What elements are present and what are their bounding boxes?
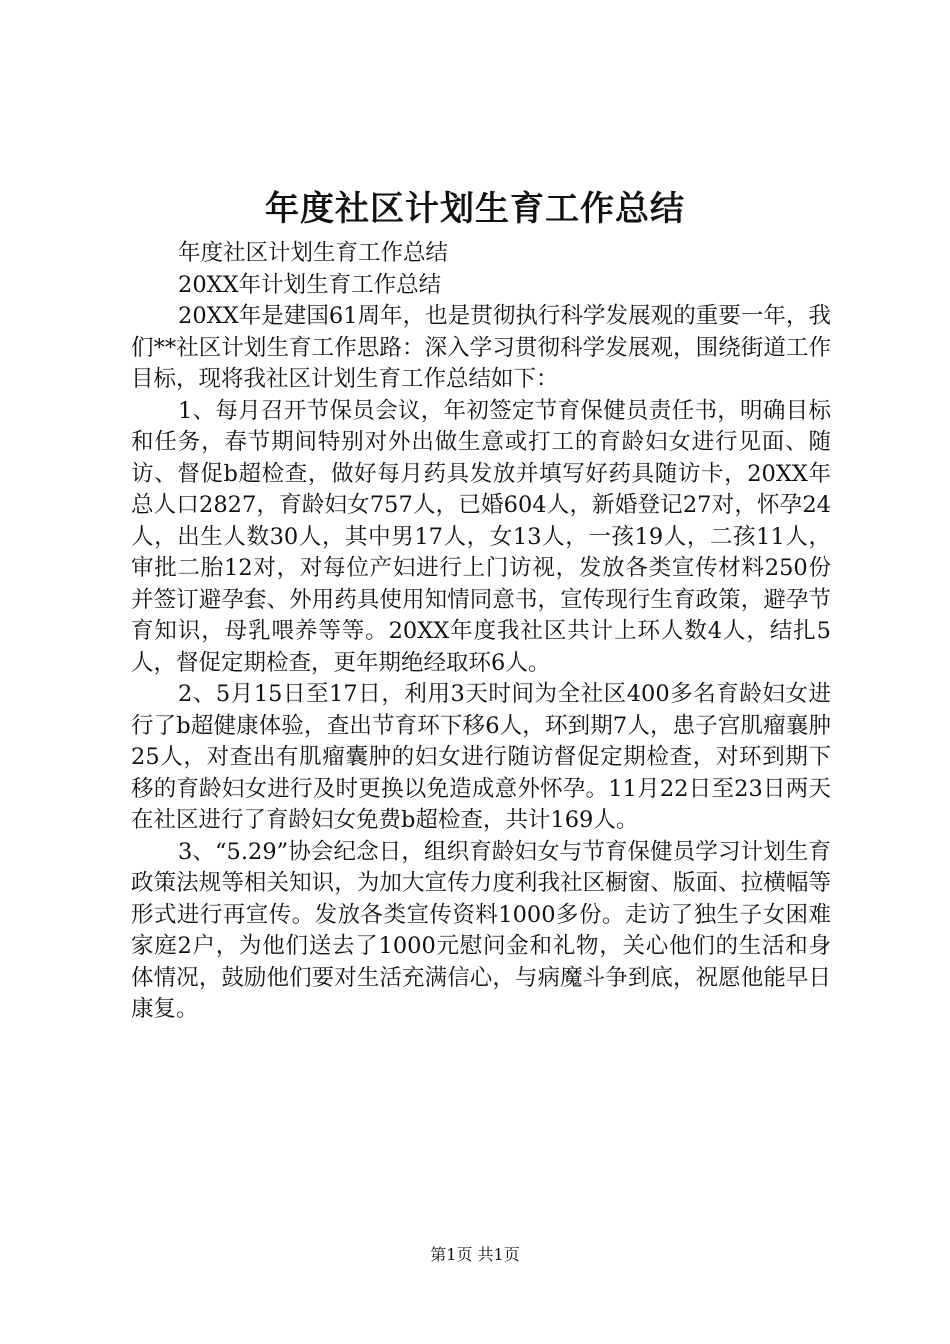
paragraph-item-1: 1、每月召开节保员会议，年初签定节育保健员责任书，明确目标和任务，春节期间特别对外出做生意或打工的育龄妇女进行见面、随访、督促b超检查，做好每月药具发放并填写好药具随访卡，20XX年总人口2827，育龄妇女757人，已婚604人，新婚登记27对，怀孕24人，出生人数30人，其中男17人，女13人，一孩19人，二孩11人，审批二胎12对，对每位产妇进行上门访视，发放各类宣传材料250份并签订避孕套、外用药具使用知情同意书，宣传现行生育政策，避孕节育知识，母乳喂养等等。20XX年度我社区共计上环人数4人，结扎5人，督促定期检查，更年期绝经取环6人。 — [131, 397, 831, 676]
paragraph-heading: 20XX年计划生育工作总结 — [178, 271, 442, 298]
paragraph-intro: 20XX年是建国61周年，也是贯彻执行科学发展观的重要一年，我们**社区计划生育工作思路：深入学习贯彻科学发展观，围绕街道工作目标，现将我社区计划生育工作总结如下： — [131, 303, 831, 392]
page-number-footer: 第1页 共1页 — [430, 1245, 520, 1264]
document-body — [131, 238, 831, 1026]
paragraph-item-3: 3、“5.29”协会纪念日，组织育龄妇女与节育保健员学习计划生育政策法规等相关知识，为加大宣传力度利我社区橱窗、版面、拉横幅等形式进行再宣传。发放各类宣传资料1000多份。走访了独生子女困难家庭2户，为他们送去了1000元慰问金和礼物，关心他们的生活和身体情况，鼓励他们要对生活充满信心，与病魔斗争到底，祝愿他能早日康复。 — [131, 838, 831, 1022]
paragraph-item-2: 2、5月15日至17日，利用3天时间为全社区400多名育龄妇女进行了b超健康体验，查出节育环下移6人，环到期7人，患子宫肌瘤襄肿25人，对查出有肌瘤囊肿的妇女进行随访督促定期检查，对环到期下移的育龄妇女进行及时更换以免造成意外怀孕。11月22日至23日两天在社区进行了育龄妇女免费b超检查，共计169人。 — [131, 681, 831, 833]
paragraph-subtitle: 年度社区计划生育工作总结 — [178, 240, 449, 266]
document-title: 年度社区计划生育工作总结 — [265, 189, 685, 229]
